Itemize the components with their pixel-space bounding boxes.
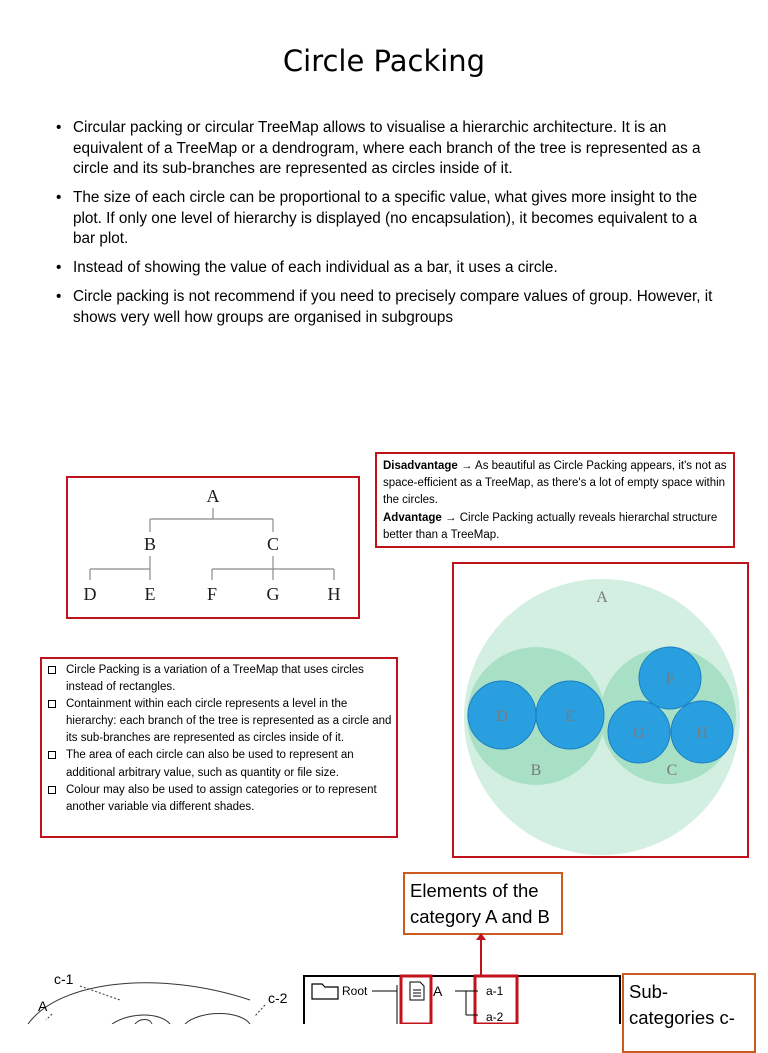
tree-node-b: B <box>143 534 157 554</box>
checkbox-icon <box>48 666 56 674</box>
checkbox-icon <box>48 786 56 794</box>
inner-arc-right <box>185 1014 250 1025</box>
bullet-item: • Circular packing or circular TreeMap allows to visualise a hierarchic architecture. It is an equivalent of a TreeMap or a dendrogram, where each branch of the tree is represented as a circle and its sub-branches are represented as circles inside of it. <box>56 118 716 180</box>
label-a: A <box>596 589 608 606</box>
label-f: F <box>665 671 675 688</box>
note-item <box>46 782 392 816</box>
bullet-list <box>56 118 716 337</box>
note-text: Containment within each circle represents a level in the hierarchy: each branch of the tree is represented as a circle and its sub-branches are represented as circles inside of it. <box>66 698 392 745</box>
leader-line <box>80 986 120 1000</box>
label-a-bottom: A <box>38 998 48 1014</box>
label-g: G <box>633 725 645 742</box>
label-c1: c-1 <box>54 971 74 987</box>
tree-diagram <box>66 476 360 619</box>
note-text: The area of each circle can also be used to represent an additional arbitrary value, such as quantity or file size. <box>66 749 354 779</box>
note-item <box>46 662 392 696</box>
tree-node-f: F <box>206 584 218 604</box>
tree-edges <box>90 508 334 580</box>
circle-packing-figure <box>452 562 749 858</box>
notes-box <box>40 657 398 838</box>
tree-node-c: C <box>266 534 280 554</box>
note-text: Circle Packing is a variation of a TreeMap that uses circles instead of rectangles. <box>66 664 364 694</box>
subcategories-callout: Sub-categories c- <box>622 973 756 1053</box>
item-a2-label: a-2 <box>486 1010 504 1024</box>
label-e: E <box>565 708 575 725</box>
file-a-label: A <box>433 983 443 999</box>
label-h: H <box>696 725 708 742</box>
tree-node-h: H <box>327 584 341 604</box>
label-d: D <box>496 708 508 725</box>
outer-arc <box>28 983 250 1024</box>
tree-node-d: D <box>83 584 97 604</box>
disadvantage-label: Disadvantage <box>383 460 458 472</box>
bullet-item: • The size of each circle can be proportional to a specific value, what gives more insight to the plot. If only one level of hierarchy is displayed (no encapsulation), it becomes equivalent to a bar plot. <box>56 188 716 250</box>
bullet-item: • Instead of showing the value of each individual as a bar, it uses a circle. <box>56 258 716 279</box>
file-icon <box>410 982 424 1000</box>
elements-callout: Elements of the category A and B <box>403 872 563 935</box>
note-item <box>46 696 392 747</box>
inner-arc-small <box>135 1020 152 1025</box>
tree-node-a: A <box>206 486 220 506</box>
label-c2: c-2 <box>268 990 288 1006</box>
note-item <box>46 747 392 781</box>
arrow-icon: → <box>460 460 473 472</box>
page-title: Circle Packing <box>282 44 486 78</box>
checkbox-icon <box>48 700 56 708</box>
root-label: Root <box>342 984 368 998</box>
advantage-label: Advantage <box>383 511 442 524</box>
arrow-icon: → <box>445 511 457 524</box>
leader-line <box>255 1005 265 1016</box>
advantage-box <box>375 452 735 548</box>
bullet-item: • Circle packing is not recommend if you need to precisely compare values of group. However, it shows very well how groups are organised in subgroups <box>56 287 716 328</box>
label-b: B <box>530 762 542 779</box>
leader-line <box>46 1014 52 1020</box>
tree-node-e: E <box>144 584 156 604</box>
checkbox-icon <box>48 751 56 759</box>
folder-icon <box>312 984 338 999</box>
note-text: Colour may also be used to assign categories or to represent another variable via different shades. <box>66 783 377 813</box>
item-a1-label: a-1 <box>486 984 504 998</box>
disadvantage-text: As beautiful as Circle Packing appears, it's not as space-efficient as a TreeMap, as there's a lot of empty space within the circles. <box>383 460 727 507</box>
label-c: C <box>666 762 678 779</box>
tree-node-g: G <box>266 584 280 604</box>
advantage-text: Circle Packing actually reveals hierarchal structure better than a TreeMap. <box>383 511 718 541</box>
